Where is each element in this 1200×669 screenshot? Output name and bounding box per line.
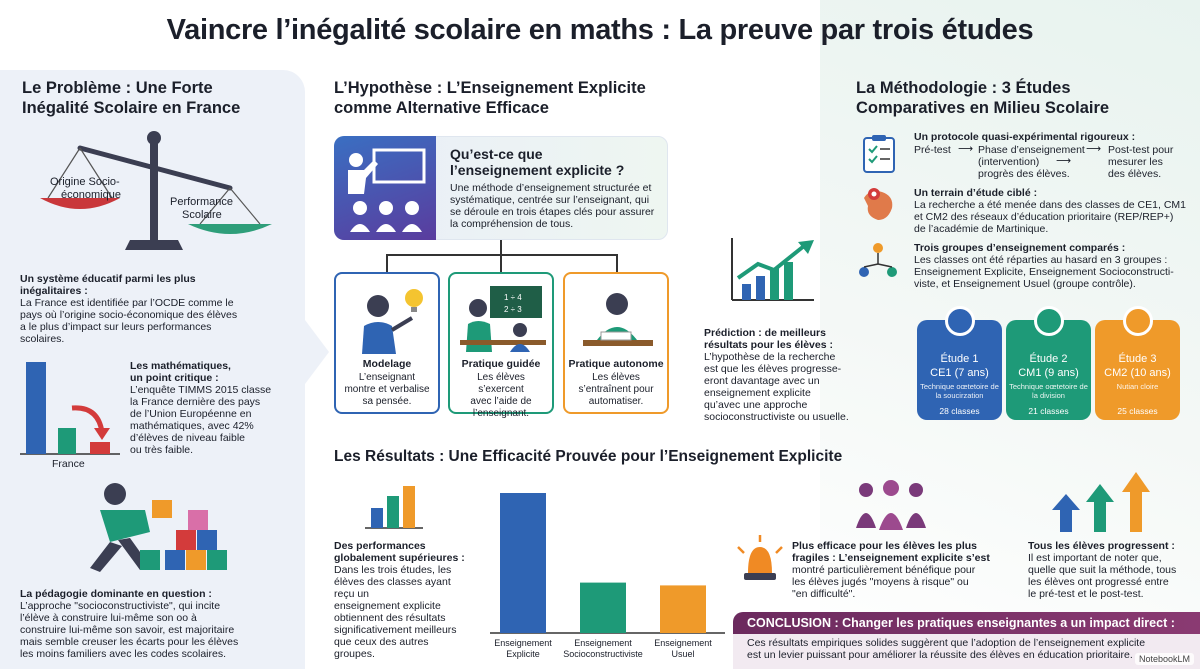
prediction-title-l2: résultats pour les élèves : xyxy=(704,339,833,351)
three-arrows-up-icon xyxy=(1050,470,1160,534)
results-bar-chart xyxy=(490,482,730,667)
math-text-l3: de l’Union Européenne en xyxy=(130,408,252,420)
study-title: Étude 1 xyxy=(940,353,979,365)
scale-label-left: Origine Socio- xyxy=(50,176,120,188)
bar-socioconstructiviste xyxy=(580,583,626,633)
definition-text-l4: la compréhension de tous. xyxy=(450,218,574,230)
study-level: CM2 (10 ans) xyxy=(1104,367,1171,379)
step-desc-line: sa pensée. xyxy=(362,396,412,407)
fragile-text-l2: fragiles : L’enseignement explicite s’est xyxy=(792,552,990,564)
definition-text-l2: systématique, centrée sur l’enseignant, qui xyxy=(450,194,650,206)
fragile-text-l5: "en difficulté". xyxy=(792,588,856,600)
growth-chart-icon xyxy=(728,238,820,304)
system-text-l4: scolaires. xyxy=(20,333,65,345)
guided-practice-icon xyxy=(460,282,546,356)
conclusion-text-l1: Ces résultats empiriques solides suggèrent que l’adoption de l’enseignement explicite xyxy=(747,637,1146,649)
fragile-text-l4: les élèves jugés "moyens à risque" ou xyxy=(792,576,969,588)
protocol-mid-l3: progrès des élèves. xyxy=(978,168,1070,180)
protocol-mid-l1: Phase d’enseignement xyxy=(978,144,1085,156)
definition-text-l3: se déroule en trois étapes clés pour assurer xyxy=(450,206,655,218)
study-level: CE1 (7 ans) xyxy=(930,367,989,379)
bars-up-icon xyxy=(365,482,425,530)
study-technique: Technique oœtetoire de la soucirzation xyxy=(920,382,999,400)
bar-label: Enseignement xyxy=(494,638,552,648)
study-title: Étude 3 xyxy=(1118,353,1157,365)
results-heading: Les Résultats : Une Efficacité Prouvée pour l’Enseignement Explicite xyxy=(334,448,843,465)
system-text-l3: a le plus d’impact sur leurs performances xyxy=(20,321,212,333)
groups-network-icon xyxy=(858,240,898,280)
teacher-board-icon xyxy=(334,136,436,240)
step-desc-line: Les élèves s’exercent xyxy=(477,372,525,395)
bar-usuel xyxy=(660,585,706,633)
brand-watermark: NotebookLM xyxy=(1135,653,1194,665)
hypothesis-heading-line1: L’Hypothèse : L’Enseignement Explicite xyxy=(334,79,646,97)
fragile-text-l1: Plus efficace pour les élèves les plus xyxy=(792,540,978,552)
tree-connector-left xyxy=(386,254,388,272)
prediction-title-l1: Prédiction : de meilleurs xyxy=(704,327,826,339)
prediction-text-l8: socioconstructiviste ou usuelle. xyxy=(704,411,849,423)
step-title-modelage: Modelage xyxy=(362,358,412,370)
system-text-l2: pays où l’origine socio-économique des élèves xyxy=(20,309,238,321)
perf-text-l5: reçu un xyxy=(334,588,370,600)
pedagogy-text-l5: les moins familiers avec les codes scolaires. xyxy=(20,648,226,660)
study-level: CM1 (9 ans) xyxy=(1018,367,1079,379)
perf-text-l7: obtiennent des résultats xyxy=(334,612,446,624)
groups-text-l3: viste, et Enseignement Usuel (groupe contrôle). xyxy=(914,278,1136,290)
protocol-post-l1: Post-test pour xyxy=(1108,144,1174,156)
france-label: France xyxy=(52,458,85,470)
conclusion-text-l2: est un levier puissant pour améliorer la réussite des élèves en éducation prioritaire. xyxy=(747,649,1133,661)
step-card-modelage xyxy=(334,272,440,414)
autonomous-practice-icon xyxy=(577,284,659,356)
declining-bars-icon xyxy=(20,358,125,458)
all-progress-title: Tous les élèves progressent : xyxy=(1028,540,1175,552)
prediction-text-l3: L’hypothèse de la recherche xyxy=(704,351,836,363)
system-title-l1: Un système éducatif parmi les plus xyxy=(20,273,196,285)
clipboard-checklist-icon xyxy=(862,134,896,174)
step-desc-line: L’enseignant xyxy=(358,372,416,383)
method-heading-line1: La Méthodologie : 3 Études xyxy=(856,79,1071,97)
page-title: Vaincre l’inégalité scolaire en maths : La preuve par trois études xyxy=(166,14,1034,46)
problem-heading-line2: Inégalité Scolaire en France xyxy=(22,99,241,117)
ruler-icon xyxy=(1123,306,1153,336)
scale-label-right2: Scolaire xyxy=(182,209,222,221)
study-technique: Nutian cloire xyxy=(1116,382,1159,391)
step-desc-line: s’entraînent pour xyxy=(578,384,654,395)
terrain-text-l3: de l’académie de Martinique. xyxy=(914,223,1049,235)
math-title-l2: un point critique : xyxy=(130,372,219,384)
terrain-title: Un terrain d’étude ciblé : xyxy=(914,187,1038,199)
definition-question-l2: l’enseignement explicite ? xyxy=(450,162,625,178)
math-text-l2: la France dernière des pays xyxy=(130,396,261,408)
perf-text-l4: élèves des classes ayant xyxy=(334,576,451,588)
people-group-icon xyxy=(852,478,930,534)
all-progress-l3: quelle que suit la méthode, tous xyxy=(1028,564,1177,576)
prediction-text-l7: qu’avec une approche xyxy=(704,399,808,411)
perf-title-l1: Des performances xyxy=(334,540,426,552)
study-classes: 25 classes xyxy=(1117,406,1158,416)
step-desc-line: montre et verbalise xyxy=(344,384,430,395)
blocks-builder-icon xyxy=(70,480,250,580)
step-card-autonomous xyxy=(563,272,669,414)
fragile-text-l3: montré particulièrement bénéfique pour xyxy=(792,564,976,576)
protocol-post-l3: des élèves. xyxy=(1108,168,1162,180)
map-pin-icon xyxy=(860,184,900,224)
scale-label-right: Performance xyxy=(170,196,233,208)
teacher-idea-icon xyxy=(350,284,428,356)
calendar-icon xyxy=(1034,306,1064,336)
study-title: Étude 2 xyxy=(1029,353,1068,365)
protocol-mid-l2: (intervention) xyxy=(978,156,1040,168)
pencil-icon xyxy=(945,306,975,336)
bar-label: Enseignement xyxy=(574,638,632,648)
math-text-l1: L’enquête TIMMS 2015 classe xyxy=(130,384,272,396)
tree-connector-bar xyxy=(386,254,618,256)
pedagogy-text-l1: L’approche "socioconstructiviste", qui incite xyxy=(20,600,221,612)
step-desc-line: automatiser. xyxy=(588,396,644,407)
groups-title: Trois groupes d’enseignement comparés : xyxy=(914,242,1126,254)
step-desc-line: avec l’aide de xyxy=(470,396,532,407)
all-progress-l2: Il est important de noter que, xyxy=(1028,552,1162,564)
study-card-1 xyxy=(917,320,1002,420)
study-classes: 28 classes xyxy=(939,406,980,416)
math-title-l1: Les mathématiques, xyxy=(130,360,231,372)
conclusion-box xyxy=(733,612,1200,669)
problem-heading-line1: Le Problème : Une Forte xyxy=(22,79,213,97)
step-desc-guided xyxy=(454,372,548,420)
groups-text-l2: Enseignement Explicite, Enseignement Socioconstructi- xyxy=(914,266,1174,278)
perf-text-l9: que ceux des autres xyxy=(334,636,429,648)
bar-label: Explicite xyxy=(506,649,540,659)
definition-text-l1: Une méthode d’enseignement structurée et xyxy=(450,182,652,194)
step-desc-line: l’enseignant. xyxy=(472,408,530,419)
tree-connector-mid xyxy=(500,254,502,272)
system-text-l1: La France est identifiée par l’OCDE comme le xyxy=(20,297,234,309)
perf-text-l8: significativement meilleurs xyxy=(334,624,457,636)
study-technique: Technique oœtetoire de la division xyxy=(1009,382,1088,400)
perf-text-l10: groupes. xyxy=(334,648,375,660)
math-text-l5: d’élèves de niveau faible xyxy=(130,432,245,444)
pedagogy-text-l4: mais semble creuser les écarts pour les élèves xyxy=(20,636,239,648)
tree-connector-right xyxy=(616,254,618,272)
terrain-text-l2: et CM2 des réseaux d’éducation prioritaire (REP/REP+) xyxy=(914,211,1174,223)
prediction-text-l5: eront davantage avec un xyxy=(704,375,820,387)
step-desc-line: Les élèves xyxy=(592,372,640,383)
method-heading-line2: Comparatives en Milieu Scolaire xyxy=(856,99,1110,117)
groups-text-l1: Les classes ont été réparties au hasard en 3 groupes : xyxy=(914,254,1168,266)
bar-explicite xyxy=(500,493,546,633)
terrain-text-l1: La recherche a été menée dans des classes de CE1, CM1 xyxy=(914,199,1186,211)
bar-label: Usuel xyxy=(671,649,695,659)
svg-text:1 ÷ 4: 1 ÷ 4 xyxy=(504,293,522,302)
math-text-l6: ou très faible. xyxy=(130,444,194,456)
bar-label: Socioconstructiviste xyxy=(563,649,643,659)
pedagogy-text-l3: construire lui-même son savoir, est majoritaire xyxy=(20,624,235,636)
step-desc-modelage xyxy=(340,372,434,408)
protocol-pretest: Pré-test xyxy=(914,144,951,156)
all-progress-l5: le pré-test et le post-test. xyxy=(1028,588,1144,600)
arrow-right-icon: ⟶ xyxy=(1086,143,1102,155)
arrow-right-icon: ⟶ xyxy=(958,143,974,155)
perf-title-l2: globalement supérieures : xyxy=(334,552,465,564)
svg-text:2 ÷ 3: 2 ÷ 3 xyxy=(504,305,522,314)
tree-connector-stem xyxy=(500,240,502,254)
perf-text-l6: enseignement explicite xyxy=(334,600,441,612)
study-classes: 21 classes xyxy=(1028,406,1069,416)
panel-arrow xyxy=(305,320,329,384)
math-text-l4: mathématiques, avec 42% xyxy=(130,420,254,432)
step-desc-autonomous xyxy=(569,372,663,408)
hypothesis-heading-line2: comme Alternative Efficace xyxy=(334,99,549,117)
conclusion-heading: CONCLUSION : Changer les pratiques enseignantes a un impact direct : xyxy=(733,612,1200,634)
bar-label: Enseignement xyxy=(654,638,712,648)
pedagogy-text-l2: l’élève à construire lui-même son oo à xyxy=(20,612,197,624)
step-title-guided: Pratique guidée xyxy=(461,358,541,370)
perf-text-l3: Dans les trois études, les xyxy=(334,564,452,576)
definition-question-l1: Qu’est-ce que xyxy=(450,146,543,162)
protocol-post-l2: mesurer les xyxy=(1108,156,1163,168)
step-title-autonomous: Pratique autonome xyxy=(568,358,664,370)
arrow-right-icon: ⟶ xyxy=(1056,155,1072,167)
protocol-title: Un protocole quasi-expérimental rigoureux : xyxy=(914,131,1136,143)
all-progress-l4: les élèves ont progressé entre xyxy=(1028,576,1169,588)
prediction-text-l4: est que les élèves progresse- xyxy=(704,363,842,375)
study-card-2 xyxy=(1006,320,1091,420)
prediction-text-l6: enseignement explicite xyxy=(704,387,811,399)
study-card-3 xyxy=(1095,320,1180,420)
step-card-guided xyxy=(448,272,554,419)
system-title-l2: inégalitaires : xyxy=(20,285,88,297)
scale-label-left2: économique xyxy=(61,189,121,201)
siren-alert-icon xyxy=(734,533,786,585)
pedagogy-title: La pédagogie dominante en question : xyxy=(20,588,212,600)
